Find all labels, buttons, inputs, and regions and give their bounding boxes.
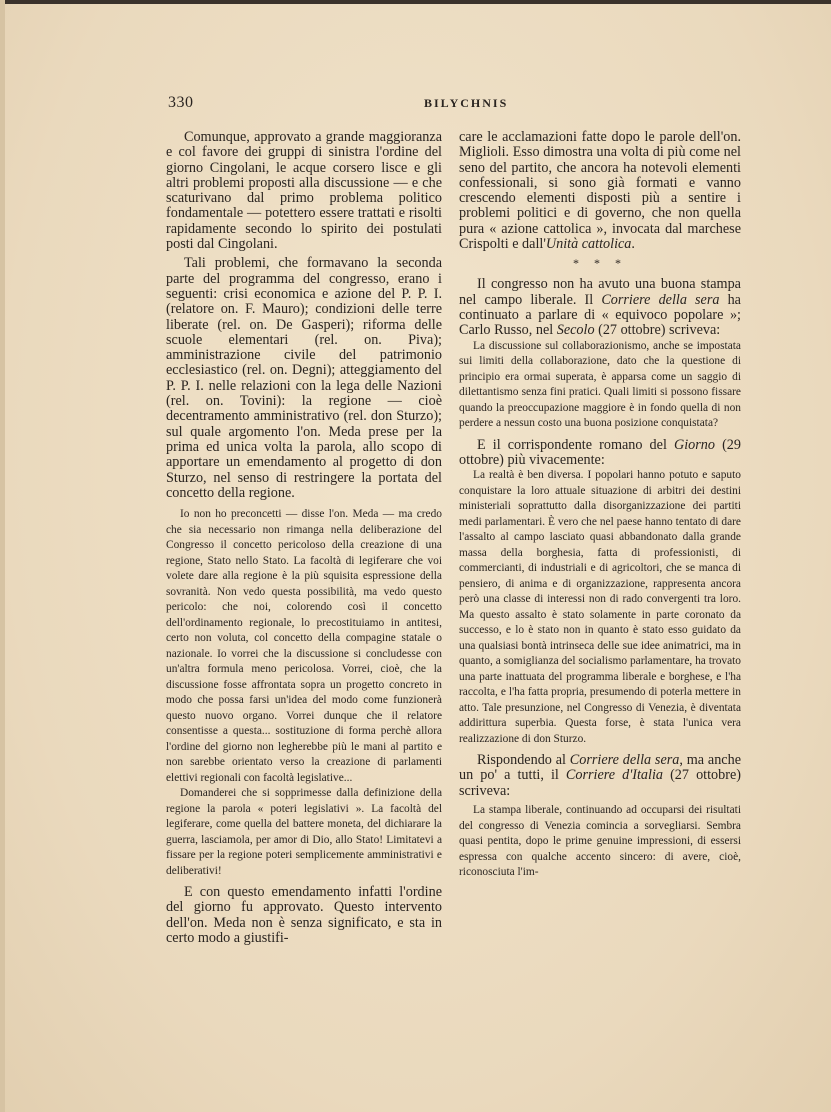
text-run: E il corrispondente romano del xyxy=(477,436,674,453)
paragraph xyxy=(459,753,741,799)
section-divider: * * * xyxy=(573,256,627,271)
text-run: ha continuato a parlare di « equivoco popolare »; Carlo Russo, nel xyxy=(459,291,741,339)
text-run: Rispondendo al xyxy=(477,752,570,769)
top-border xyxy=(0,0,831,4)
text-run: (27 ottobre) scriveva: xyxy=(459,767,741,799)
paragraph: Tali problemi, che formavano la seconda parte del programma del congresso, erano i seguenti: crisi economica e azione del P. P. I. (relatore on. F. Mauro); condizioni delle terre liberate (rel. on. De Gasperi); riforma delle scuole elementari (rel. on. Piva); amministrazione civile del patrimonio ecclesiastico (rel. on. Degni); atteggiamento del P. P. I. nelle relazioni con la lega delle Nazioni (rel. on. Tovini): la regione — cioè decentramento amministrativo (rel. don Sturzo); sul quale argomento l'on. Meda prese per la prima ed unica volta la parola, allo scopo di apportare un emendamento al progetto di don Sturzo, nel senso di restringere la portata del concetto della regione. xyxy=(166,255,442,501)
text-run: Il congresso non ha avuto una buona stampa nel campo liberale. Il xyxy=(459,276,741,308)
quote-paragraph: La discussione sul collaborazionismo, anche se impostata sui limiti della collaborazione, dato che la questione di principio era ormai superata, è apparsa come un saggio di dilettantismo senza fini pratici. Quali limiti si possono fissare quando la preoccupazione maggiore è in fondo quella di non perdere a nessun costo una buona posizione conquistata? xyxy=(459,339,741,430)
text-run: , ma anche un po' a tutti, il xyxy=(459,752,741,784)
paragraph xyxy=(459,277,741,338)
italic-title: Unità cattolica xyxy=(545,236,632,253)
right-column xyxy=(459,130,741,881)
left-edge xyxy=(0,0,5,1112)
journal-title: BILYCHNIS xyxy=(424,96,509,110)
italic-title: Corriere della sera xyxy=(569,752,680,769)
quote-paragraph: La realtà è ben diversa. I popolari hanno potuto e saputo conquistare la loro attuale situazione di arbitri dei destini ministeriali soprattutto dalla disorganizzazione dei partiti medi parlamentari. È vero che nel paese hanno tentato di dare l'assalto al campo lasciato quasi abbandonato dalla grande massa della borghesia, fatta di professionisti, di commercianti, di industriali e di agricoltori, che se manca di pensiero, di anima e di organizzazione, rappresenta ancora però una classe di interessi non di rado convergenti tra loro. Ma questo assalto è stato solamente in parte coronato da successo, e lo è stato non in quanto è stato esso guidato da una qualsiasi bontà intrinseca delle sue idee animatrici, ma in quanto, a somiglianza del socialismo parlamentare, ha trovato una parte inattuata del programma liberale e borghese, e l'ha raccolta, e l'ha fatta propria, presumendo di poterla mettere in atto. Tale presunzione, nel Congresso di Venezia, è diventata addirittura superbia. Questa forse, è stata l'unica vera realizzazione di don Sturzo. xyxy=(459,469,741,745)
quote-paragraph: Io non ho preconcetti — disse l'on. Meda — ma credo che sia necessario non rimanga nella deliberazione del Congresso il concetto pericoloso della creazione di una regione, Stato nello Stato. La facoltà di legiferare che voi volete dare alla regione è la più squisita espressione della sovranità. Non vedo questa possibilità, ma vedo questo pericolo: che noi, colorendo così il concetto dell'ordinamento regionale, lo precostituiamo in antitesi, certo non voluta, col concetto della compagine statale o nazionale. Io vorrei che la discussione si concludesse con un'altra formula meno pericolosa. Vorrei, cioè, che la discussione fosse affrontata sopra un progetto concreto in modo che possa farsi un'idea del modo come funzionerà questo nuovo organo. Vorrei dunque che il relatore consentisse a questa... sostituzione di forma perchè allora l'ordine del giorno non legherebbe più le mani al partito e non sarebbe orientato verso la creazione di parlamenti elettivi regionali con facoltà legislative... xyxy=(166,508,442,784)
italic-title: Secolo xyxy=(556,322,595,339)
italic-title: Corriere d'Italia xyxy=(565,767,663,784)
text-run: care le acclamazioni fatte dopo le parole dell'on. Miglioli. Esso dimostra una volta di più come nel seno del partito, che ancora ha notevoli elementi confessionali, si sono già formati e vanno crescendo elementi disposti più a sentire i problemi politici e di governo, che non quella pura « azione cattolica », invocata dal marchese Crispolti e dall' xyxy=(459,129,741,253)
left-column xyxy=(166,130,442,946)
text-run: (29 ottobre) più vivacemente: xyxy=(459,436,741,468)
quote-paragraph: La stampa liberale, continuando ad occuparsi dei risultati del congresso di Venezia comincia a sorvegliarsi. Sembra quasi pentita, dopo le prime genuine impressioni, di essersi espressa con qualche accento sincero: di avere, cioè, riconosciuta l'im- xyxy=(459,804,741,879)
text-run: . xyxy=(631,236,635,253)
italic-title: Corriere della sera xyxy=(601,291,720,308)
text-run: (27 ottobre) scriveva: xyxy=(594,322,721,339)
running-header xyxy=(168,94,828,116)
paragraph xyxy=(459,130,741,252)
italic-title: Giorno xyxy=(673,436,715,453)
page-number: 330 xyxy=(168,94,194,111)
paragraph: E con questo emendamento infatti l'ordine del giorno fu approvato. Questo intervento dell'on. Meda non è senza significato, e sta in certo modo a giustifi- xyxy=(166,884,442,947)
quote-paragraph: Domanderei che si sopprimesse dalla definizione della regione la parola « poteri legislativi ». La facoltà del legiferare, come quella del battere moneta, del dichiarare la guerra, lasciamola, per amor di Dio, allo Stato! Limitatevi a fissare per la regione poteri semplicemente amministrativi e deliberativi! xyxy=(166,787,442,877)
paragraph: Comunque, approvato a grande maggioranza e col favore dei gruppi di sinistra l'ordine del giorno Cingolani, le acque corsero lisce e gli altri problemi proposti alla discussione — e che scaturivano dal primo problema politico fondamentale — potettero essere trattati e risolti rapidamente secondo lo spirito dei postulati posti dal Cingolani. xyxy=(166,129,442,253)
paragraph xyxy=(459,438,741,469)
